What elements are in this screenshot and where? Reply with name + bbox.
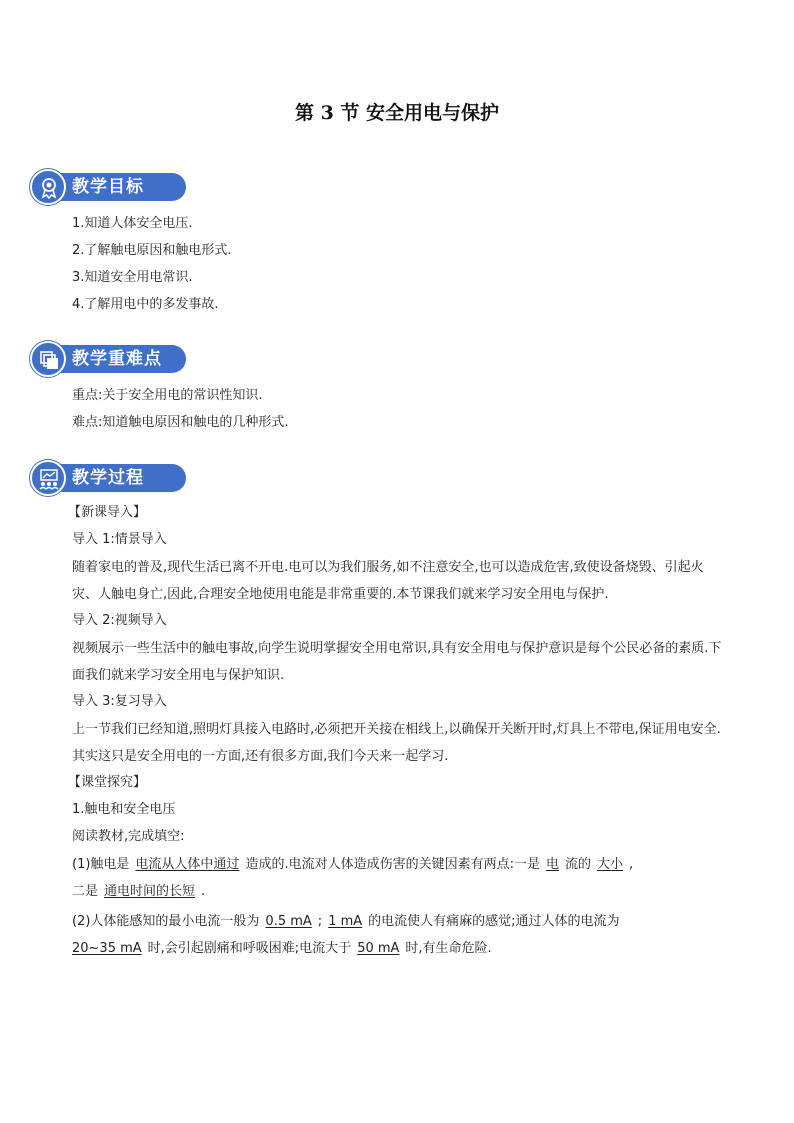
q1-text: (1)触电是: [72, 857, 130, 872]
topic-title: 1.触电和安全电压: [72, 802, 176, 817]
q1-text: ,: [629, 857, 634, 872]
new-lesson-heading: 【新课导入】: [68, 505, 147, 520]
section-title: 教学目标: [72, 177, 144, 197]
question-1: [72, 851, 724, 905]
layered-cards-icon: [30, 341, 66, 377]
intro1-title: 导入 1:情景导入: [72, 532, 167, 547]
objective-item: 4.了解用电中的多发事故.: [72, 297, 219, 312]
presentation-group-icon: [30, 460, 66, 496]
q2-text: 时,会引起剧痛和呼吸困难;电流大于: [147, 941, 352, 956]
q1-text: 造成的.电流对人体造成伤害的关键因素有两点:一是: [245, 857, 540, 872]
q1-text: 二是: [72, 884, 99, 899]
q2-text: 的电流使人有痛麻的感觉;通过人体的电流为: [368, 914, 620, 929]
q2-text: 时,有生命危险.: [405, 941, 492, 956]
section-header-keypoints: [30, 341, 186, 377]
intro2-title: 导入 2:视频导入: [72, 613, 167, 628]
q1-text: 流的: [564, 857, 591, 872]
q2-blank-4: 50 mA: [357, 941, 400, 956]
section-header-objectives: [30, 169, 186, 205]
objective-item: 3.知道安全用电常识.: [72, 270, 193, 285]
instruction-text: 阅读教材,完成填空:: [72, 829, 185, 844]
explore-heading: 【课堂探究】: [68, 775, 147, 790]
objective-item: 2.了解触电原因和触电形式.: [72, 243, 232, 258]
q2-text: (2)人体能感知的最小电流一般为: [72, 914, 260, 929]
q2-blank-3: 20~35 mA: [72, 941, 142, 956]
difficult-point: 难点:知道触电原因和触电的几种形式.: [72, 415, 289, 430]
q2-blank-1: 0.5 mA: [265, 914, 312, 929]
section-title: 教学重难点: [72, 349, 162, 369]
section-header-process: [30, 460, 186, 496]
question-2: [72, 908, 724, 962]
q1-text: .: [201, 884, 206, 899]
page-title: 第 3 节 安全用电与保护: [294, 102, 500, 124]
q1-blank-3: 大小: [596, 857, 623, 872]
section-title: 教学过程: [72, 468, 144, 488]
q1-blank-1: 电流从人体中通过: [135, 857, 240, 872]
q2-blank-2: 1 mA: [328, 914, 363, 929]
target-award-icon: [30, 169, 66, 205]
objective-item: 1.知道人体安全电压.: [72, 216, 193, 231]
q2-text: ;: [317, 914, 323, 929]
q1-blank-2: 电: [545, 857, 559, 872]
key-point: 重点:关于安全用电的常识性知识.: [72, 388, 263, 403]
intro1-text: 随着家电的普及,现代生活已离不开电.电可以为我们服务,如不注意安全,也可以造成危害,致使设备烧毁、引起火灾、人触电身亡,因此,合理安全地使用电能是非常重要的.本节课我们就来学习安全用电与保护.: [72, 560, 704, 602]
intro2-text: 视频展示一些生活中的触电事故,向学生说明掌握安全用电常识,具有安全用电与保护意识是每个公民必备的素质.下面我们就来学习安全用电与保护知识.: [72, 641, 722, 683]
q1-blank-4: 通电时间的长短: [104, 884, 196, 899]
intro3-text: 上一节我们已经知道,照明灯具接入电路时,必须把开关接在相线上,以确保开关断开时,灯具上不带电,保证用电安全.其实这只是安全用电的一方面,还有很多方面,我们今天来一起学习.: [72, 722, 721, 764]
intro3-title: 导入 3:复习导入: [72, 694, 167, 709]
